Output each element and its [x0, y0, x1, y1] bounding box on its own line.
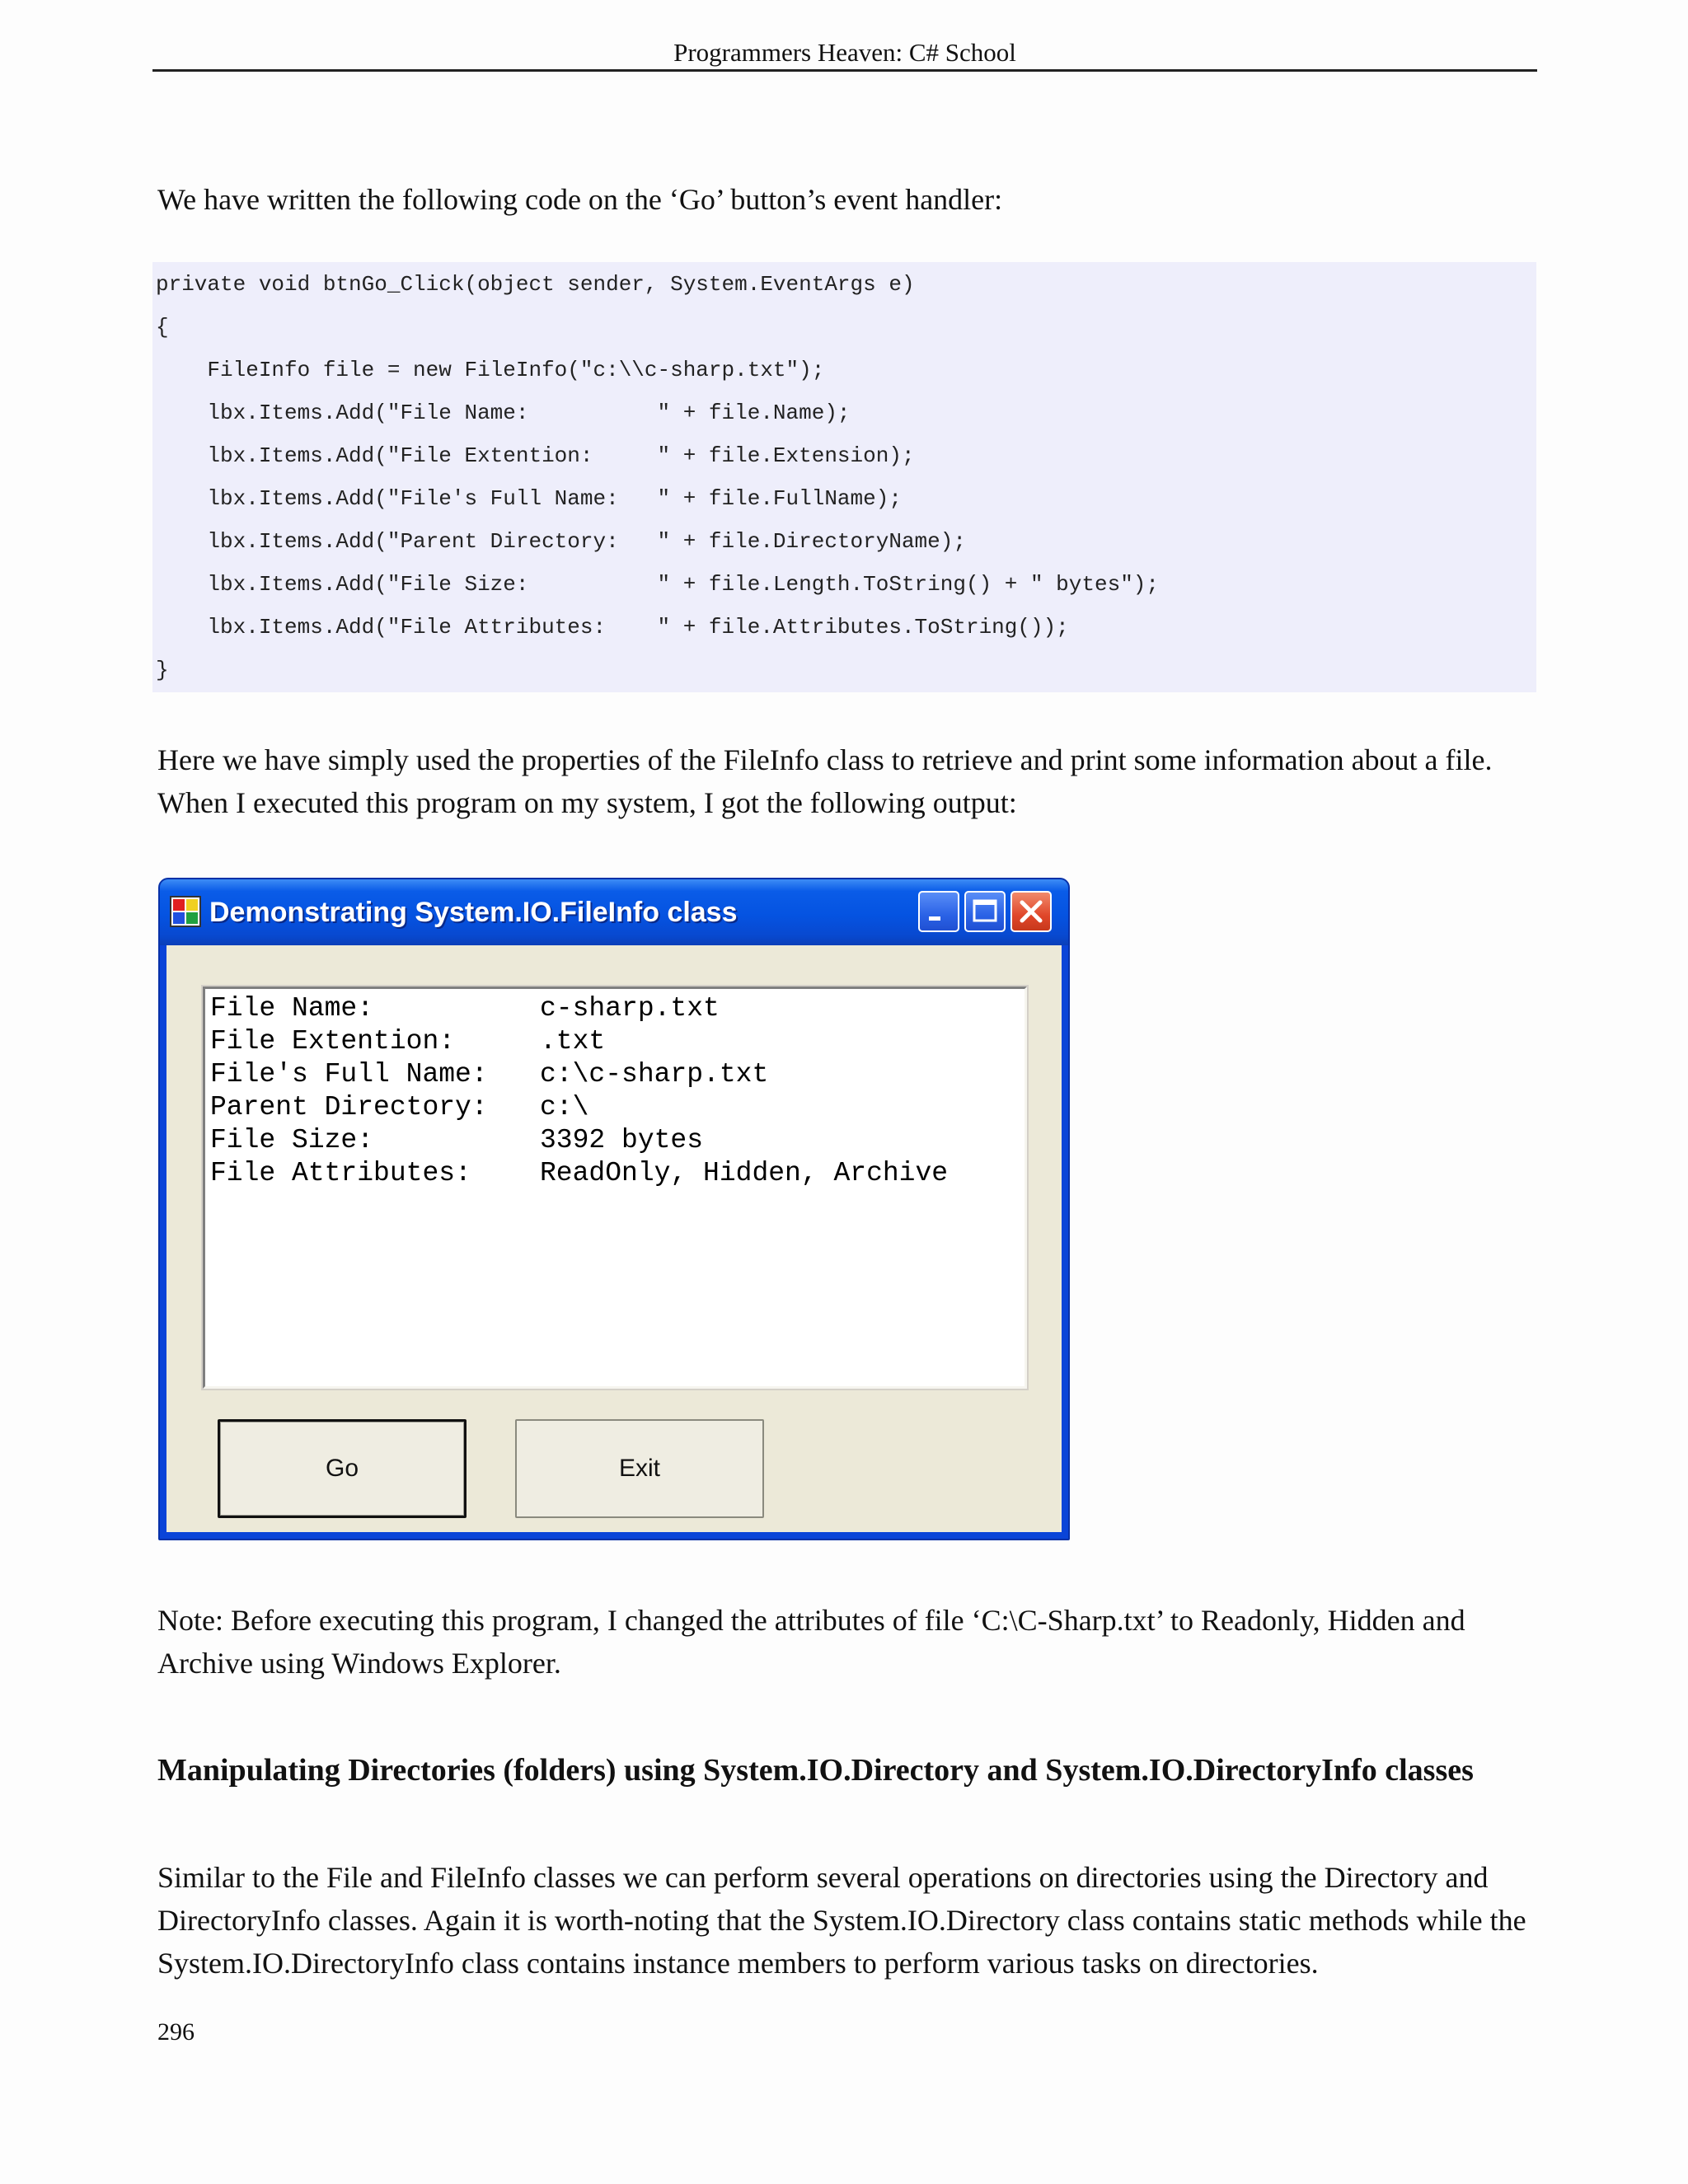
- code-line: lbx.Items.Add("Parent Directory: " + file.DirectoryName);: [156, 529, 966, 554]
- code-line: private void btnGo_Click(object sender, System.EventArgs e): [156, 272, 915, 297]
- close-button[interactable]: [1010, 891, 1052, 932]
- code-block: [152, 262, 1536, 692]
- list-item-value: c:\: [540, 1092, 589, 1122]
- code-line: lbx.Items.Add("File Extention: " + file.Extension);: [156, 443, 915, 468]
- dialog-client-area: [166, 945, 1062, 1532]
- list-item[interactable]: [210, 1091, 1018, 1124]
- maximize-button[interactable]: [964, 891, 1006, 932]
- list-item-value: .txt: [540, 1026, 606, 1057]
- list-item[interactable]: [210, 1124, 1018, 1157]
- page-header: Programmers Heaven: C# School: [673, 38, 1016, 67]
- title-bar[interactable]: [160, 879, 1068, 945]
- maximize-icon: [966, 893, 1004, 930]
- code-line: }: [156, 658, 169, 682]
- app-icon: [170, 896, 201, 927]
- list-item-label: File Attributes:: [210, 1158, 471, 1188]
- list-item[interactable]: [210, 1157, 1018, 1190]
- list-item-label: File Name:: [210, 993, 374, 1024]
- note-paragraph: Note: Before executing this program, I changed the attributes of file ‘C:\C-Sharp.txt’ to Readonly, Hidden and Archive using Windows Explorer.: [157, 1604, 1465, 1680]
- list-item-value: 3392 bytes: [540, 1125, 704, 1155]
- explanation-paragraph: Here we have simply used the properties of the FileInfo class to retrieve and print some information about a file. When I executed this program on my system, I got the following output:: [157, 743, 1493, 819]
- list-item-value: c:\c-sharp.txt: [540, 1059, 769, 1090]
- intro-paragraph: We have written the following code on the ‘Go’ button’s event handler:: [157, 183, 1003, 216]
- list-item-label: File's Full Name:: [210, 1059, 488, 1090]
- go-button[interactable]: Go: [218, 1419, 467, 1518]
- code-line: lbx.Items.Add("File Name: " + file.Name);: [156, 401, 851, 425]
- minimize-icon: [920, 893, 958, 930]
- dialog-window: [158, 878, 1070, 1540]
- code-line: {: [156, 315, 169, 340]
- list-item[interactable]: [210, 1025, 1018, 1058]
- list-item[interactable]: [210, 1058, 1018, 1091]
- section-body-paragraph: Similar to the File and FileInfo classes we can perform several operations on directories using the Directory and DirectoryInfo classes. Again it is worth-noting that the System.IO.Directory class contains static methods while the System.IO.DirectoryInfo class contains instance members to perform various tasks on directories.: [157, 1861, 1526, 1980]
- code-line: lbx.Items.Add("File Attributes: " + file.Attributes.ToString());: [156, 615, 1069, 640]
- minimize-button[interactable]: [918, 891, 959, 932]
- list-item-value: ReadOnly, Hidden, Archive: [540, 1158, 949, 1188]
- page-number: 296: [157, 2018, 195, 2046]
- list-item-value: c-sharp.txt: [540, 993, 720, 1024]
- file-info-listbox[interactable]: [203, 987, 1027, 1389]
- close-icon: [1012, 893, 1050, 930]
- list-item-label: File Size:: [210, 1125, 374, 1155]
- window-title: Demonstrating System.IO.FileInfo class: [209, 897, 738, 928]
- list-item-label: Parent Directory:: [210, 1092, 488, 1122]
- list-item[interactable]: [210, 992, 1018, 1025]
- code-line: lbx.Items.Add("File's Full Name: " + file.FullName);: [156, 486, 902, 511]
- code-line: FileInfo file = new FileInfo("c:\\c-sharp.txt");: [156, 358, 825, 382]
- section-heading: Manipulating Directories (folders) using System.IO.Directory and System.IO.DirectoryInfo classes: [157, 1753, 1474, 1788]
- list-item-label: File Extention:: [210, 1026, 456, 1057]
- header-divider: [152, 69, 1537, 72]
- exit-button[interactable]: Exit: [515, 1419, 764, 1518]
- code-line: lbx.Items.Add("File Size: " + file.Length.ToString() + " bytes");: [156, 572, 1159, 597]
